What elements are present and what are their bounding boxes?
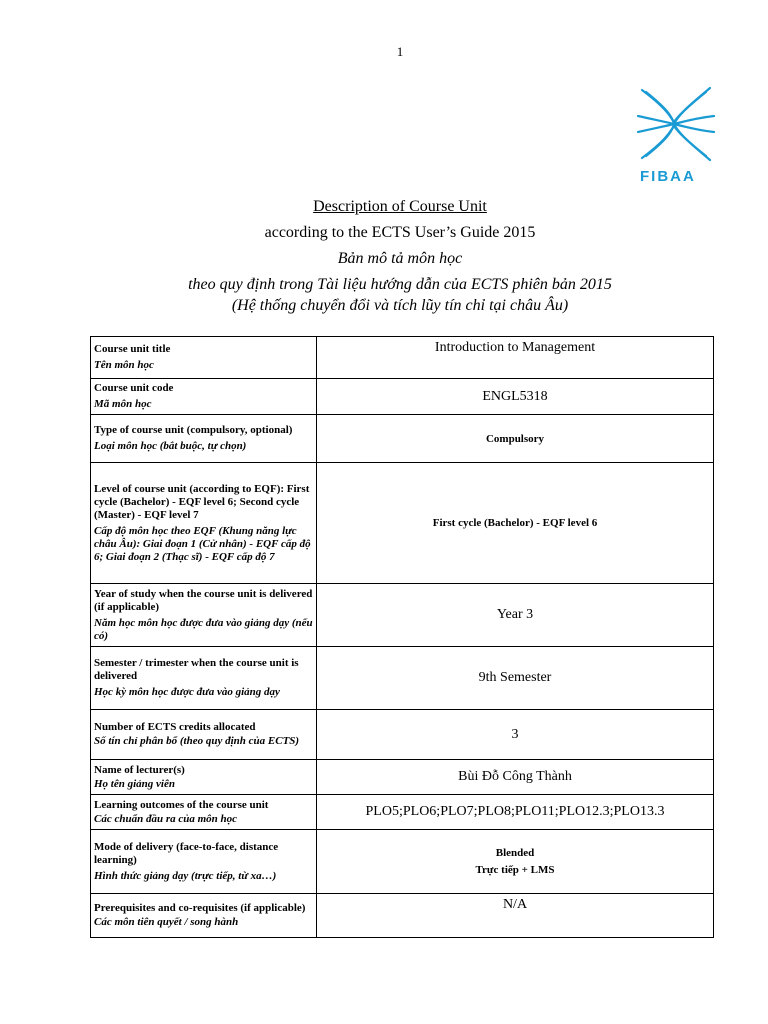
label-en: Course unit title xyxy=(94,343,171,355)
title-line-4: theo quy định trong Tài liệu hướng dẫn của ECTS phiên bản 2015 xyxy=(188,276,612,293)
table-row xyxy=(91,830,714,894)
fibaa-logo xyxy=(636,86,716,186)
row-label xyxy=(91,710,317,760)
label-vn: Các chuẩn đầu ra của môn học xyxy=(94,812,238,825)
title-line-3: Bản mô tả môn học xyxy=(337,250,463,267)
title-line-5: (Hệ thống chuyển đổi và tích lũy tín chỉ tại châu Âu) xyxy=(231,297,569,314)
label-vn: Loại môn học (bắt buộc, tự chọn) xyxy=(94,440,247,452)
table-row xyxy=(91,760,714,795)
label-vn: Tên môn học xyxy=(94,359,154,371)
table-row xyxy=(91,647,714,710)
ects-credits-value: 3 xyxy=(317,710,714,760)
label-en: Type of course unit (compulsory, optional) xyxy=(94,424,293,436)
delivery-mode-value xyxy=(317,830,714,894)
course-type-value: Compulsory xyxy=(317,415,714,463)
label-vn: Mã môn học xyxy=(94,398,152,410)
label-en: Year of study when the course unit is delivered (if applicable) xyxy=(94,587,313,613)
row-label xyxy=(91,760,317,795)
course-title-value: Introduction to Management xyxy=(317,337,714,379)
table-row xyxy=(91,337,714,379)
prerequisites-value: N/A xyxy=(317,894,714,938)
learning-outcomes-value: PLO5;PLO6;PLO7;PLO8;PLO11;PLO12.3;PLO13.3 xyxy=(317,795,714,830)
row-label xyxy=(91,463,317,584)
table-row xyxy=(91,415,714,463)
table-row xyxy=(91,379,714,415)
table-row xyxy=(91,795,714,830)
row-label xyxy=(91,894,317,938)
page-number: 1 xyxy=(396,44,404,59)
delivery-mode-line-1: Blended xyxy=(495,846,535,859)
label-en: Course unit code xyxy=(94,382,174,394)
semester-value: 9th Semester xyxy=(317,647,714,710)
label-vn: Hình thức giảng dạy (trực tiếp, từ xa…) xyxy=(94,869,277,882)
row-label xyxy=(91,379,317,415)
row-label xyxy=(91,795,317,830)
label-en: Mode of delivery (face-to-face, distance learning) xyxy=(94,840,279,866)
row-label xyxy=(91,584,317,647)
label-en: Learning outcomes of the course unit xyxy=(94,798,269,811)
delivery-mode-line-2: Trực tiếp + LMS xyxy=(475,863,555,876)
label-en: Prerequisites and co-requisites (if applicable) xyxy=(94,902,306,914)
fibaa-x-icon xyxy=(636,86,716,162)
row-label xyxy=(91,647,317,710)
label-vn: Số tín chỉ phân bổ (theo quy định của ECTS) xyxy=(94,735,300,747)
label-en: Name of lecturer(s) xyxy=(94,763,185,776)
label-en: Number of ECTS credits allocated xyxy=(94,721,256,733)
row-label xyxy=(91,830,317,894)
course-code-value: ENGL5318 xyxy=(317,379,714,415)
table-row xyxy=(91,584,714,647)
label-en: Level of course unit (according to EQF): First cycle (Bachelor) - EQF level 6; Second cycle (Master) - EQF level 7 xyxy=(94,482,310,521)
label-vn: Học kỳ môn học được đưa vào giảng dạy xyxy=(94,686,280,698)
label-en: Semester / trimester when the course unit is delivered xyxy=(94,657,299,682)
label-vn: Các môn tiên quyết / song hành xyxy=(94,916,239,928)
course-level-value: First cycle (Bachelor) - EQF level 6 xyxy=(317,463,714,584)
document-titles xyxy=(0,194,768,316)
table-row xyxy=(91,710,714,760)
label-vn: Năm học môn học được đưa vào giảng dạy (nếu có) xyxy=(94,616,313,642)
title-line-2: according to the ECTS User’s Guide 2015 xyxy=(264,224,536,241)
row-label xyxy=(91,337,317,379)
title-line-1: Description of Course Unit xyxy=(313,198,487,215)
year-of-study-value: Year 3 xyxy=(317,584,714,647)
table-row xyxy=(91,894,714,938)
row-label xyxy=(91,415,317,463)
table-row xyxy=(91,463,714,584)
logo-text: FIBAA xyxy=(640,168,696,185)
course-info-table xyxy=(90,336,714,938)
lecturer-value: Bùi Đỗ Công Thành xyxy=(317,760,714,795)
label-vn: Cấp độ môn học theo EQF (Khung năng lực châu Âu): Giai đoạn 1 (Cử nhân) - EQF cấp độ 6; Giai đoạn 2 (Thạc sĩ) - EQF cấp độ 7 xyxy=(94,524,311,563)
label-vn: Họ tên giảng viên xyxy=(94,777,175,790)
